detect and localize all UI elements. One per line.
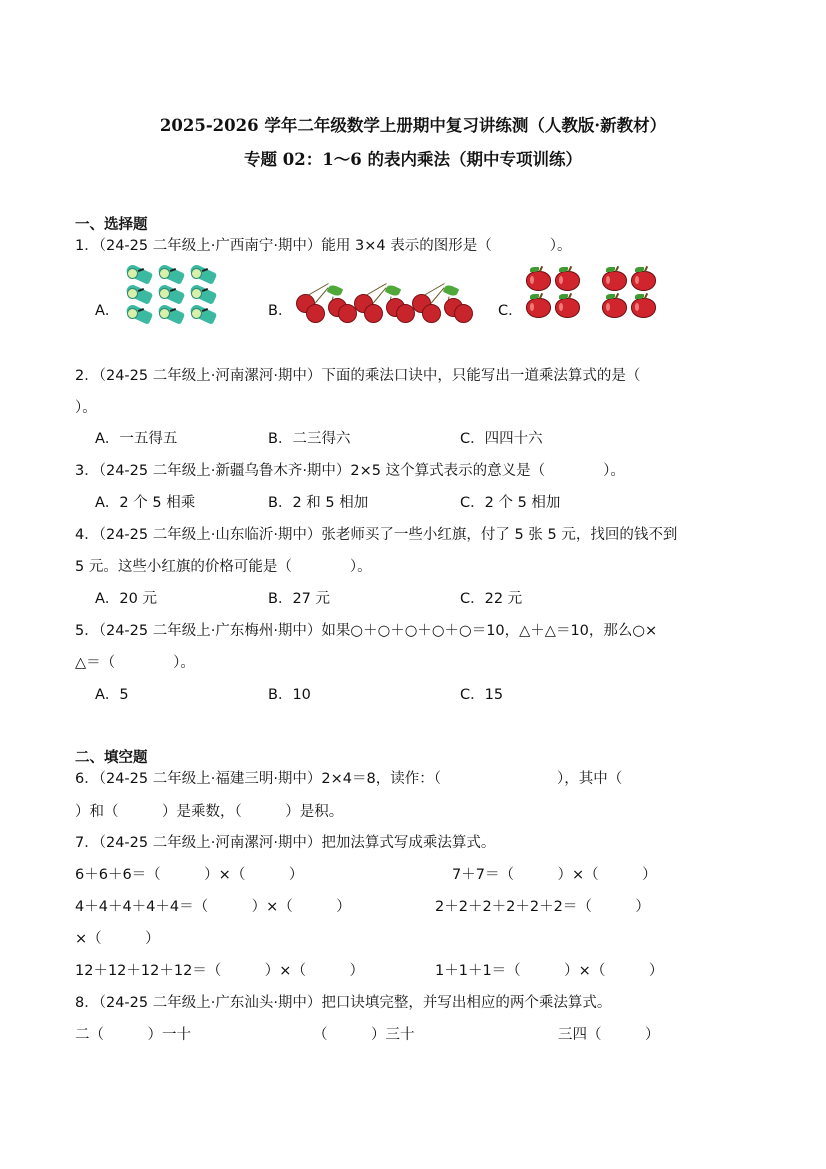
q5-option-b[interactable]: B．10 <box>268 687 311 703</box>
apple-icon <box>525 293 552 318</box>
q4-option-a[interactable]: A．20 元 <box>95 591 157 607</box>
q7-item-2[interactable]: 7＋7＝（ ）×（ ） <box>452 867 657 883</box>
whistle-icon <box>124 284 154 302</box>
q3-option-c[interactable]: C．2 个 5 相加 <box>460 495 561 511</box>
q1-option-b-label[interactable]: B． <box>268 303 293 319</box>
whistle-icon <box>156 264 186 282</box>
q7-item-4[interactable]: 2＋2＋2＋2＋2＋2＝（ ） <box>435 899 650 915</box>
q2-option-c[interactable]: C．四四十六 <box>460 431 543 447</box>
section-heading-fill-blank: 二、填空题 <box>75 750 148 766</box>
q7-item-3[interactable]: 4＋4＋4＋4＋4＝（ ）×（ ） <box>75 899 351 915</box>
question-6-text-line2: ）和（ ）是乘数，（ ）是积。 <box>75 804 344 820</box>
q1-option-a-whistles-figure <box>124 264 218 322</box>
q1-option-c-apples-figure <box>525 266 657 318</box>
question-6-text-line1: 6．（24-25 二年级上·福建三明·期中）2×4＝8，读作：（ ），其中（ <box>75 771 623 787</box>
whistle-icon <box>156 304 186 322</box>
q8-item-1[interactable]: 二（ ）一十 <box>75 1027 191 1043</box>
question-7-text: 7．（24-25 二年级上·河南漯河·期中）把加法算式写成乘法算式。 <box>75 835 496 851</box>
question-3-text: 3．（24-25 二年级上·新疆乌鲁木齐·期中）2×5 这个算式表示的意义是（ ）。 <box>75 463 625 479</box>
q1-option-b-cherries-figure <box>296 284 470 326</box>
apple-icon <box>525 266 552 291</box>
q7-item-6[interactable]: 1＋1＋1＝（ ）×（ ） <box>435 963 664 979</box>
question-4-text-line2: 5 元。这些小红旗的价格可能是（ ）。 <box>75 559 372 575</box>
apple-icon <box>601 293 628 318</box>
whistle-icon <box>124 304 154 322</box>
whistle-icon <box>156 284 186 302</box>
section-heading-choice: 一、选择题 <box>75 217 148 233</box>
apple-group <box>601 266 657 318</box>
document-subtitle: 专题 02：1～6 的表内乘法（期中专项训练） <box>244 150 582 169</box>
question-8-text: 8．（24-25 二年级上·广东汕头·期中）把口诀填完整，并写出相应的两个乘法算式。 <box>75 995 612 1011</box>
apple-icon <box>630 266 657 291</box>
question-1-text: 1．（24-25 二年级上·广西南宁·期中）能用 3×4 表示的图形是（ ）。 <box>75 238 572 254</box>
apple-icon <box>554 266 581 291</box>
question-5-text-line1: 5．（24-25 二年级上·广东梅州·期中）如果○＋○＋○＋○＋○＝10，△＋△＝10，那么○× <box>75 623 658 639</box>
q3-option-a[interactable]: A．2 个 5 相乘 <box>95 495 196 511</box>
q4-option-c[interactable]: C．22 元 <box>460 591 523 607</box>
q1-option-c-label[interactable]: C． <box>498 303 523 319</box>
q7-item-4-continued[interactable]: ×（ ） <box>75 931 160 947</box>
apple-icon <box>601 266 628 291</box>
q2-option-a[interactable]: A．一五得五 <box>95 431 178 447</box>
whistle-icon <box>188 264 218 282</box>
q3-option-b[interactable]: B．2 和 5 相加 <box>268 495 369 511</box>
q8-item-3[interactable]: 三四（ ） <box>558 1027 660 1043</box>
whistle-icon <box>124 264 154 282</box>
cherry-bunch-icon <box>412 284 470 326</box>
q8-item-2[interactable]: （ ）三十 <box>313 1027 415 1043</box>
question-4-text-line1: 4．（24-25 二年级上·山东临沂·期中）张老师买了一些小红旗，付了 5 张 5 元，找回的钱不到 <box>75 527 678 543</box>
q4-option-b[interactable]: B．27 元 <box>268 591 331 607</box>
q7-item-5[interactable]: 12＋12＋12＋12＝（ ）×（ ） <box>75 963 364 979</box>
question-2-text-line2: ）。 <box>75 400 97 416</box>
cherry-bunch-icon <box>354 284 412 326</box>
apple-group <box>525 266 581 318</box>
question-5-text-line2: △＝（ ）。 <box>75 655 195 671</box>
question-2-text-line1: 2．（24-25 二年级上·河南漯河·期中）下面的乘法口诀中，只能写出一道乘法算式的是（ <box>75 368 641 384</box>
q5-option-c[interactable]: C．15 <box>460 687 504 703</box>
whistle-icon <box>188 284 218 302</box>
q5-option-a[interactable]: A．5 <box>95 687 129 703</box>
cherry-bunch-icon <box>296 284 354 326</box>
apple-icon <box>630 293 657 318</box>
q1-option-a-label[interactable]: A． <box>95 303 120 319</box>
q7-item-1[interactable]: 6＋6＋6＝（ ）×（ ） <box>75 867 304 883</box>
apple-icon <box>554 293 581 318</box>
whistle-icon <box>188 304 218 322</box>
document-title: 2025-2026 学年二年级数学上册期中复习讲练测（人教版·新教材） <box>159 116 667 135</box>
q2-option-b[interactable]: B．二三得六 <box>268 431 351 447</box>
